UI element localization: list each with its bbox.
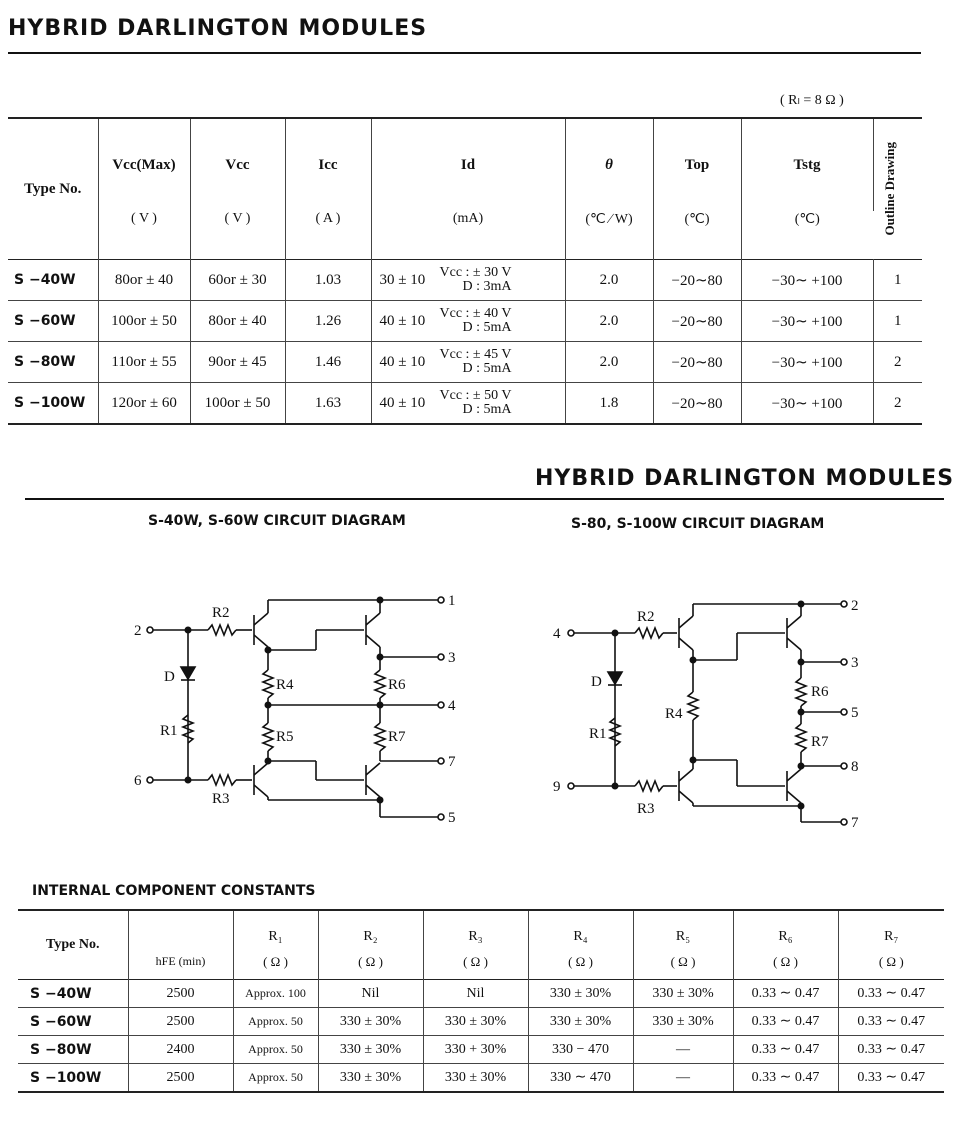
id-cond-d: D : 3mA [462,279,512,294]
cell-r2: Nil [318,980,423,1008]
svg-text:4: 4 [448,698,456,714]
cell-icc: 1.03 [285,260,371,301]
table-row [18,1008,944,1036]
cell-type: S −80W [18,1036,128,1064]
svg-text:R3: R3 [212,791,230,807]
svg-text:R1: R1 [589,726,607,742]
cell-r1: Approx. 50 [233,1036,318,1064]
cell-r4: 330 ± 30% [528,1008,633,1036]
unit-vccmax: ( V ) [98,211,190,260]
cell-vccmax: 110or ± 55 [98,342,190,383]
cell-r1: Approx. 50 [233,1064,318,1093]
cell-tstg: −30∼ +100 [741,260,873,301]
cell-r2: 330 ± 30% [318,1036,423,1064]
cell-r6: 0.33 ∼ 0.47 [733,980,838,1008]
id-cond-d: D : 5mA [462,402,512,417]
svg-text:7: 7 [851,815,859,831]
id-value: 40 ± 10 [379,394,426,411]
cell-theta: 2.0 [565,260,653,301]
svg-text:8: 8 [851,759,859,775]
id-value: 30 ± 10 [379,271,426,288]
cell-id [371,301,565,342]
svg-text:R1: R1 [160,723,178,739]
constants-table [18,909,944,1093]
unit-tstg: (℃) [794,212,820,227]
id-cond-vcc: Vcc : ± 30 V [439,265,512,280]
left-diagram-title: S-40W, S-60W CIRCUIT DIAGRAM [148,513,406,529]
id-value: 40 ± 10 [379,312,426,329]
cell-top: −20∼80 [653,383,741,425]
cell-top: −20∼80 [653,301,741,342]
cell-r3: Nil [423,980,528,1008]
cell-tstg: −30∼ +100 [741,301,873,342]
svg-text:3: 3 [851,655,859,671]
col-header-type: Type No. [8,118,98,260]
title-rule [8,52,921,54]
unit-top: (℃) [653,211,741,260]
left-circuit-diagram [120,585,470,835]
cell-icc: 1.26 [285,301,371,342]
section-rule [25,498,944,500]
svg-text:R2: R2 [637,609,655,625]
constants-title: INTERNAL COMPONENT CONSTANTS [32,883,316,899]
svg-text:R7: R7 [388,729,406,745]
cell-r1: Approx. 100 [233,980,318,1008]
id-cond-vcc: Vcc : ± 45 V [439,347,512,362]
svg-text:4: 4 [553,626,561,642]
svg-text:R3: R3 [637,801,655,817]
col-header-theta: θ [565,118,653,211]
ic-header-r3: R₃ [423,910,528,945]
table-row [18,1036,944,1064]
col-header-vcc: Vcc [190,118,285,211]
cell-icc: 1.46 [285,342,371,383]
cell-top: −20∼80 [653,260,741,301]
cell-tstg: −30∼ +100 [741,342,873,383]
cell-hfe: 2500 [128,1064,233,1093]
cell-vcc: 90or ± 45 [190,342,285,383]
ic-header-r6: R₆ [733,910,838,945]
svg-text:R4: R4 [665,706,683,722]
svg-text:5: 5 [448,810,456,826]
ic-header-r1: R₁ [233,910,318,945]
cell-vccmax: 120or ± 60 [98,383,190,425]
cell-outline: 2 [873,383,922,425]
col-header-vccmax: Vcc(Max) [98,118,190,211]
cell-top: −20∼80 [653,342,741,383]
unit-id: (mA) [371,211,565,260]
cell-vccmax: 100or ± 50 [98,301,190,342]
unit-icc: ( A ) [285,211,371,260]
svg-text:6: 6 [134,773,142,789]
cell-theta: 2.0 [565,342,653,383]
ic-unit-r4: ( Ω ) [528,945,633,980]
ic-header-hfe: hFE (min) [128,910,233,980]
svg-text:R7: R7 [811,734,829,750]
cell-type: S −40W [8,260,98,301]
cell-r5: 330 ± 30% [633,1008,733,1036]
spec-table [8,117,922,425]
table-row [8,260,922,301]
cell-id [371,260,565,301]
svg-text:2: 2 [134,623,142,639]
cell-type: S −80W [8,342,98,383]
cell-r3: 330 ± 30% [423,1008,528,1036]
cell-r5: — [633,1064,733,1093]
col-header-outline: Outline Drawing [881,142,897,236]
cell-type: S −40W [18,980,128,1008]
cell-type: S −100W [18,1064,128,1093]
cell-r7: 0.33 ∼ 0.47 [838,1036,944,1064]
cell-r2: 330 ± 30% [318,1008,423,1036]
svg-text:R5: R5 [276,729,294,745]
col-header-icc: Icc [285,118,371,211]
table-row [8,301,922,342]
ic-header-r7: R₇ [884,929,899,944]
cell-type: S −60W [18,1008,128,1036]
ic-header-r4: R₄ [528,910,633,945]
ic-header-type: Type No. [18,910,128,980]
cell-r4: 330 ∼ 470 [528,1064,633,1093]
cell-theta: 1.8 [565,383,653,425]
ic-header-r2: R₂ [318,910,423,945]
cell-vcc: 80or ± 40 [190,301,285,342]
cell-vccmax: 80or ± 40 [98,260,190,301]
ic-header-r5: R₅ [633,910,733,945]
cell-type: S −100W [8,383,98,425]
svg-text:2: 2 [851,598,859,614]
cell-hfe: 2500 [128,980,233,1008]
page-title: HYBRID DARLINGTON MODULES [8,16,428,41]
cell-r2: 330 ± 30% [318,1064,423,1093]
cell-r6: 0.33 ∼ 0.47 [733,1008,838,1036]
ic-unit-r1: ( Ω ) [233,945,318,980]
cell-r5: — [633,1036,733,1064]
svg-text:D: D [164,669,175,685]
right-diagram-title: S-80, S-100W CIRCUIT DIAGRAM [571,516,825,532]
table-row [18,1064,944,1093]
ic-unit-r2: ( Ω ) [318,945,423,980]
cell-vcc: 60or ± 30 [190,260,285,301]
table-row [18,980,944,1008]
ic-unit-r3: ( Ω ) [423,945,528,980]
unit-vcc: ( V ) [190,211,285,260]
cell-r4: 330 − 470 [528,1036,633,1064]
cell-r1: Approx. 50 [233,1008,318,1036]
id-cond-vcc: Vcc : ± 40 V [439,306,512,321]
id-cond-d: D : 5mA [462,361,512,376]
svg-text:R4: R4 [276,677,294,693]
cell-id [371,383,565,425]
cell-vcc: 100or ± 50 [190,383,285,425]
col-header-id: Id [371,118,565,211]
cell-r6: 0.33 ∼ 0.47 [733,1064,838,1093]
cell-r5: 330 ± 30% [633,980,733,1008]
id-cond-vcc: Vcc : ± 50 V [439,388,512,403]
table-row [8,383,922,425]
section-title: HYBRID DARLINGTON MODULES [535,466,955,491]
id-value: 40 ± 10 [379,353,426,370]
svg-text:5: 5 [851,705,859,721]
ic-unit-r7: ( Ω ) [878,954,904,969]
cell-tstg: −30∼ +100 [741,383,873,425]
svg-text:1: 1 [448,593,456,609]
cell-outline: 2 [873,342,922,383]
id-cond-d: D : 5mA [462,320,512,335]
rl-note: ( Rₗ = 8 Ω ) [780,93,844,108]
right-circuit-diagram [545,590,875,840]
cell-hfe: 2500 [128,1008,233,1036]
cell-r7: 0.33 ∼ 0.47 [838,1064,944,1093]
cell-r7: 0.33 ∼ 0.47 [838,1008,944,1036]
svg-text:7: 7 [448,754,456,770]
svg-text:3: 3 [448,650,456,666]
cell-r3: 330 ± 30% [423,1064,528,1093]
col-header-top: Top [653,118,741,211]
unit-theta: (℃ ∕ W) [565,211,653,260]
cell-r6: 0.33 ∼ 0.47 [733,1036,838,1064]
svg-text:D: D [591,674,602,690]
cell-r3: 330 + 30% [423,1036,528,1064]
col-header-tstg: Tstg [741,118,873,211]
cell-hfe: 2400 [128,1036,233,1064]
ic-unit-r6: ( Ω ) [733,945,838,980]
cell-type: S −60W [8,301,98,342]
cell-theta: 2.0 [565,301,653,342]
cell-r4: 330 ± 30% [528,980,633,1008]
svg-text:R6: R6 [811,684,829,700]
cell-r7: 0.33 ∼ 0.47 [838,980,944,1008]
cell-id [371,342,565,383]
svg-text:R6: R6 [388,677,406,693]
cell-icc: 1.63 [285,383,371,425]
ic-unit-r5: ( Ω ) [633,945,733,980]
cell-outline: 1 [873,260,922,301]
svg-text:R2: R2 [212,605,230,621]
svg-text:9: 9 [553,779,561,795]
table-row [8,342,922,383]
cell-outline: 1 [873,301,922,342]
